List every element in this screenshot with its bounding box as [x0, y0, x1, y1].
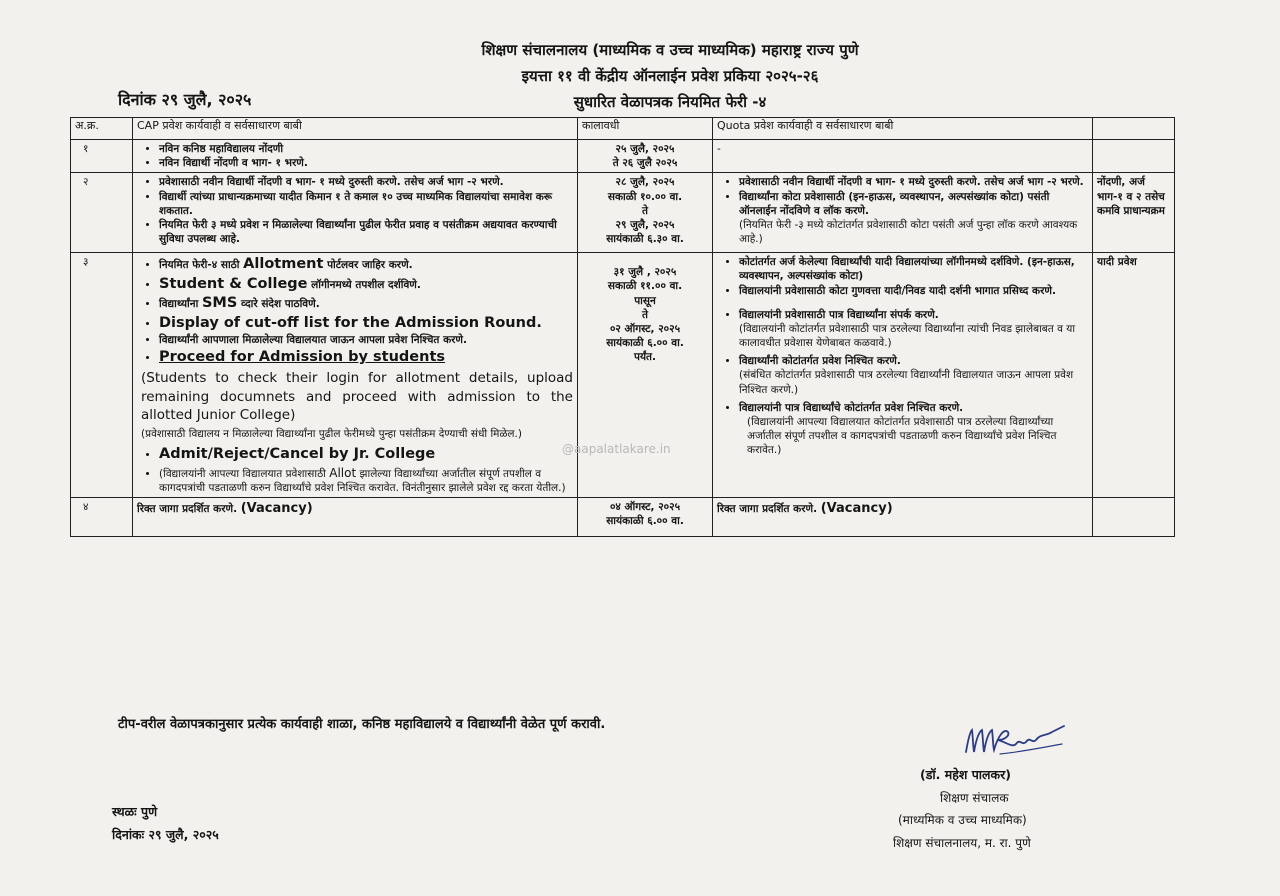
time-line: २५ जुलै, २०२५ — [615, 143, 675, 155]
remark-cell — [1093, 498, 1175, 537]
signatory-subtitle: (माध्यमिक व उच्च माध्यमिक) — [898, 813, 1027, 827]
cap-cell — [133, 498, 578, 537]
table-row — [71, 253, 1175, 498]
time-cell — [578, 173, 713, 253]
time-line: २८ जुलै, २०२५ — [615, 176, 675, 189]
table-row — [71, 498, 1175, 537]
list-item — [159, 275, 573, 295]
time-cell — [578, 253, 713, 498]
list-item: • विद्यालयांनी पात्र विद्यार्थ्यांचे कोटांतर्गत प्रवेश निश्चित करणे. — [739, 401, 1088, 415]
list-item — [159, 294, 573, 314]
header-sr-no: अ.क्र. — [71, 118, 133, 140]
list-item: • विद्यार्थी त्यांच्या प्राधान्यक्रमाच्या यादीत किमान १ ते कमाल १० उच्च माध्यमिक विद्यालयांचा समावेश करू शकतात. — [159, 190, 573, 218]
list-item: • विद्यालयांनी प्रवेशासाठी कोटा गुणवत्ता यादी/निवड यादी दर्शनी भागात प्रसिध्द करणे. — [739, 284, 1088, 298]
time-line: सायंकाळी ६.०० वा. — [606, 515, 684, 528]
time-line: ३१ जुलै , २०२५ — [613, 266, 677, 279]
watermark: @aapalatlakare.in — [562, 442, 671, 456]
list-item: • विद्यार्थ्यांनी आपणाला मिळालेल्या विद्यालयात जाऊन आपला प्रवेश निश्चित करणे. — [159, 333, 573, 347]
list-item — [159, 465, 573, 495]
list-item: • विद्यार्थ्यांनी कोटांतर्गत प्रवेश निश्चित करणे. — [739, 354, 1088, 368]
time-line: सायंकाळी ६.०० वा. — [606, 337, 684, 350]
list-item: • विद्यार्थ्यांना कोटा प्रवेशासाठी (इन-हाऊस, व्यवस्थापन, अल्पसंख्यांक कोटा) पसंती ऑनलाईन नोंदविणे व लॉक करणे. — [739, 190, 1088, 218]
signatory-office: शिक्षण संचालनालय, म. रा. पुणे — [893, 836, 1031, 850]
quota-emphasis: (Vacancy) — [820, 501, 893, 517]
row-number: २ — [71, 173, 133, 253]
row-number: ४ — [71, 498, 133, 537]
header-schedule-title: सुधारित वेळापत्रक नियमित फेरी -४ — [573, 93, 767, 111]
table-header-row — [71, 118, 1175, 140]
list-item — [159, 255, 573, 275]
list-item: • नविन कनिष्ठ महाविद्यालय नोंदणी — [159, 142, 573, 156]
cap-emphasis: Allotment — [243, 256, 324, 273]
cap-emphasis: SMS — [201, 295, 238, 312]
cap-text: रिक्त जागा प्रदर्शित करणे. — [137, 503, 238, 516]
cap-text: लॉगीनमध्ये तपशील दर्शविणे. — [311, 278, 421, 291]
list-item: • विद्यालयांनी प्रवेशासाठी पात्र विद्यार्थ्यांना संपर्क करणे. — [739, 308, 1088, 322]
footer-date: दिनांकः २९ जुलै, २०२५ — [112, 827, 219, 842]
quota-note: (संबंधित कोटांतर्गत प्रवेशासाठी पात्र ठरलेल्या विद्यार्थ्यांनी विद्यालयात जाऊन आपला प्रवेश निश्चित करणे.) — [739, 369, 1074, 396]
time-line: पर्यंत. — [633, 351, 657, 364]
remark-cell: नोंदणी, अर्ज भाग-१ व २ तसेच कमवि प्राधान्यक्रम — [1093, 173, 1175, 253]
cap-emphasis: Student & College — [159, 275, 308, 292]
time-line: ते — [642, 204, 648, 217]
time-line: २९ जुलै, २०२५ — [615, 218, 675, 231]
quota-text: रिक्त जागा प्रदर्शित करणे. — [717, 503, 818, 516]
cap-text: (विद्यालयांनी आपल्या विद्यालयात प्रवेशासाठी — [159, 467, 326, 480]
list-item — [159, 314, 573, 334]
row-number: ३ — [71, 253, 133, 498]
cap-emphasis: (Vacancy) — [240, 501, 313, 517]
header-department: शिक्षण संचालनालय (माध्यमिक व उच्च माध्यमिक) महाराष्ट्र राज्य पुणे — [481, 41, 859, 59]
row-number: १ — [71, 140, 133, 173]
header-subject: इयत्ता ११ वी केंद्रीय ऑनलाईन प्रवेश प्रकिया २०२५-२६ — [521, 67, 819, 85]
signatory-name: (डॉ. महेश पालकर) — [920, 767, 1011, 782]
header-time: कालावधी — [578, 118, 713, 140]
time-line: ०४ ऑगस्ट, २०२५ — [609, 501, 681, 514]
quota-cell — [713, 498, 1093, 537]
list-item: • कोटांतर्गत अर्ज केलेल्या विद्यार्थ्यांची यादी विद्यालयांच्या लॉगीनमध्ये दर्शविणे. (इन-हाऊस, व्यवस्थापन, अल्पसंख्यांक कोटा) — [739, 255, 1088, 283]
cap-emphasis: Proceed for Admission by students — [159, 348, 446, 365]
remark-cell: यादी प्रवेश — [1093, 253, 1175, 498]
list-item: • नविन विद्यार्थी नोंदणी व भाग- १ भरणे. — [159, 156, 573, 170]
remark-cell — [1093, 140, 1175, 173]
cap-emphasis: Display of cut-off list for the Admission Round. — [159, 314, 542, 331]
quota-cell — [713, 253, 1093, 498]
footer-place: स्थळः पुणे — [112, 804, 158, 819]
quota-cell: - — [713, 140, 1093, 173]
list-item — [159, 348, 573, 368]
time-line: ते — [642, 308, 648, 321]
time-line: पासून — [634, 294, 656, 307]
time-line: ते २६ जुलै २०२५ — [612, 157, 678, 170]
cap-cell — [133, 140, 578, 173]
time-line: सकाळी ११.०० वा. — [607, 280, 683, 293]
table-row — [71, 140, 1175, 173]
signature-image — [960, 718, 1070, 762]
list-item: • प्रवेशासाठी नवीन विद्यार्थी नोंदणी व भाग- १ मध्ये दुरुस्ती करणे. तसेच अर्ज भाग -२ भरणे. — [159, 175, 573, 189]
cap-text: व्दारे संदेश पाठविणे. — [240, 298, 320, 311]
time-line: सायंकाळी ६.३० वा. — [606, 233, 684, 246]
quota-note: (नियमित फेरी -३ मध्ये कोटांतर्गत प्रवेशासाठी कोटा पसंती अर्ज पुन्हा लॉक करणे आवश्यक आहे.) — [739, 218, 1078, 246]
list-item: • नियमित फेरी ३ मध्ये प्रवेश न मिळालेल्या विद्यार्थ्यांना पुढील फेरीत प्रवाह व पसंतीक्रम अद्ययावत करण्याची सुविधा उपलब्ध आहे. — [159, 218, 573, 246]
list-item: • प्रवेशासाठी नवीन विद्यार्थी नोंदणी व भाग- १ मध्ये दुरुस्ती करणे. तसेच अर्ज भाग -२ भरणे. — [739, 175, 1088, 189]
quota-note: (विद्यालयांनी आपल्या विद्यालयात कोटांतर्गत प्रवेशासाठी पात्र ठरलेल्या विद्यार्थ्यांच्या अर्जातील संपूर्ण तपशील व कागदपत्रांची पडताळणी करुन विद्यार्थ्यांचे प्रवेश निश्चित करावेत.) — [747, 415, 1057, 457]
cap-emphasis: Allot — [329, 465, 357, 480]
cap-text: पोर्टलवर जाहिर करणे. — [327, 259, 413, 272]
list-item — [159, 445, 573, 465]
cap-text: झालेल्या विद्यार्थ्यांच्या अर्जातील संपूर्ण तपशील व कागदपत्रांची पडताळणी करुन विद्यार्थ्यांचे प्रवेश निश्चित करावेत. विनंतीनुसार झालेले प्रवेश रद्द करता येतील.) — [159, 467, 566, 494]
quota-cell — [713, 173, 1093, 253]
quota-note: (विद्यालयांनी कोटांतर्गत प्रवेशासाठी पात्र ठरलेल्या विद्यार्थ्यांना त्यांची निवड झालेबाबत व या कालावधीत प्रवेशास येणेबाबत कळवावे.) — [739, 322, 1076, 350]
cap-cell — [133, 253, 578, 498]
table-row — [71, 173, 1175, 253]
schedule-table — [70, 117, 1175, 537]
time-line: सकाळी १०.०० वा. — [607, 190, 683, 203]
cap-text: विद्यार्थ्यांना — [159, 298, 199, 311]
header-remark — [1093, 118, 1175, 140]
time-line: ०२ ऑगस्ट, २०२५ — [609, 322, 681, 335]
header-quota: Quota प्रवेश कार्यवाही व सर्वसाधारण बाबी — [713, 118, 1093, 140]
signatory-title: शिक्षण संचालक — [940, 791, 1009, 805]
header-date: दिनांक २९ जुलै, २०२५ — [118, 90, 252, 109]
cap-emphasis: Admit/Reject/Cancel by Jr. College — [159, 446, 436, 463]
header-cap: CAP प्रवेश कार्यवाही व सर्वसाधारण बाबी — [133, 118, 578, 140]
cap-text: नियमित फेरी-४ साठी — [159, 259, 240, 272]
cap-paragraph: (Students to check their login for allotment details, upload remaining documnets and proceed with admission to the allotted Junior College) — [141, 370, 573, 424]
footer-note: टीप-वरील वेळापत्रकानुसार प्रत्येक कार्यवाही शाळा, कनिष्ठ महाविद्यालये व विद्यार्थ्यांनी वेळेत पूर्ण करावी. — [118, 717, 606, 732]
cap-cell — [133, 173, 578, 253]
time-cell — [578, 498, 713, 537]
time-cell — [578, 140, 713, 173]
cap-note: (प्रवेशासाठी विद्यालय न मिळालेल्या विद्यार्थ्यांना पुढील फेरीमध्ये पुन्हा पसंतीक्रम देण्याची संधी मिळेल.) — [141, 428, 522, 441]
